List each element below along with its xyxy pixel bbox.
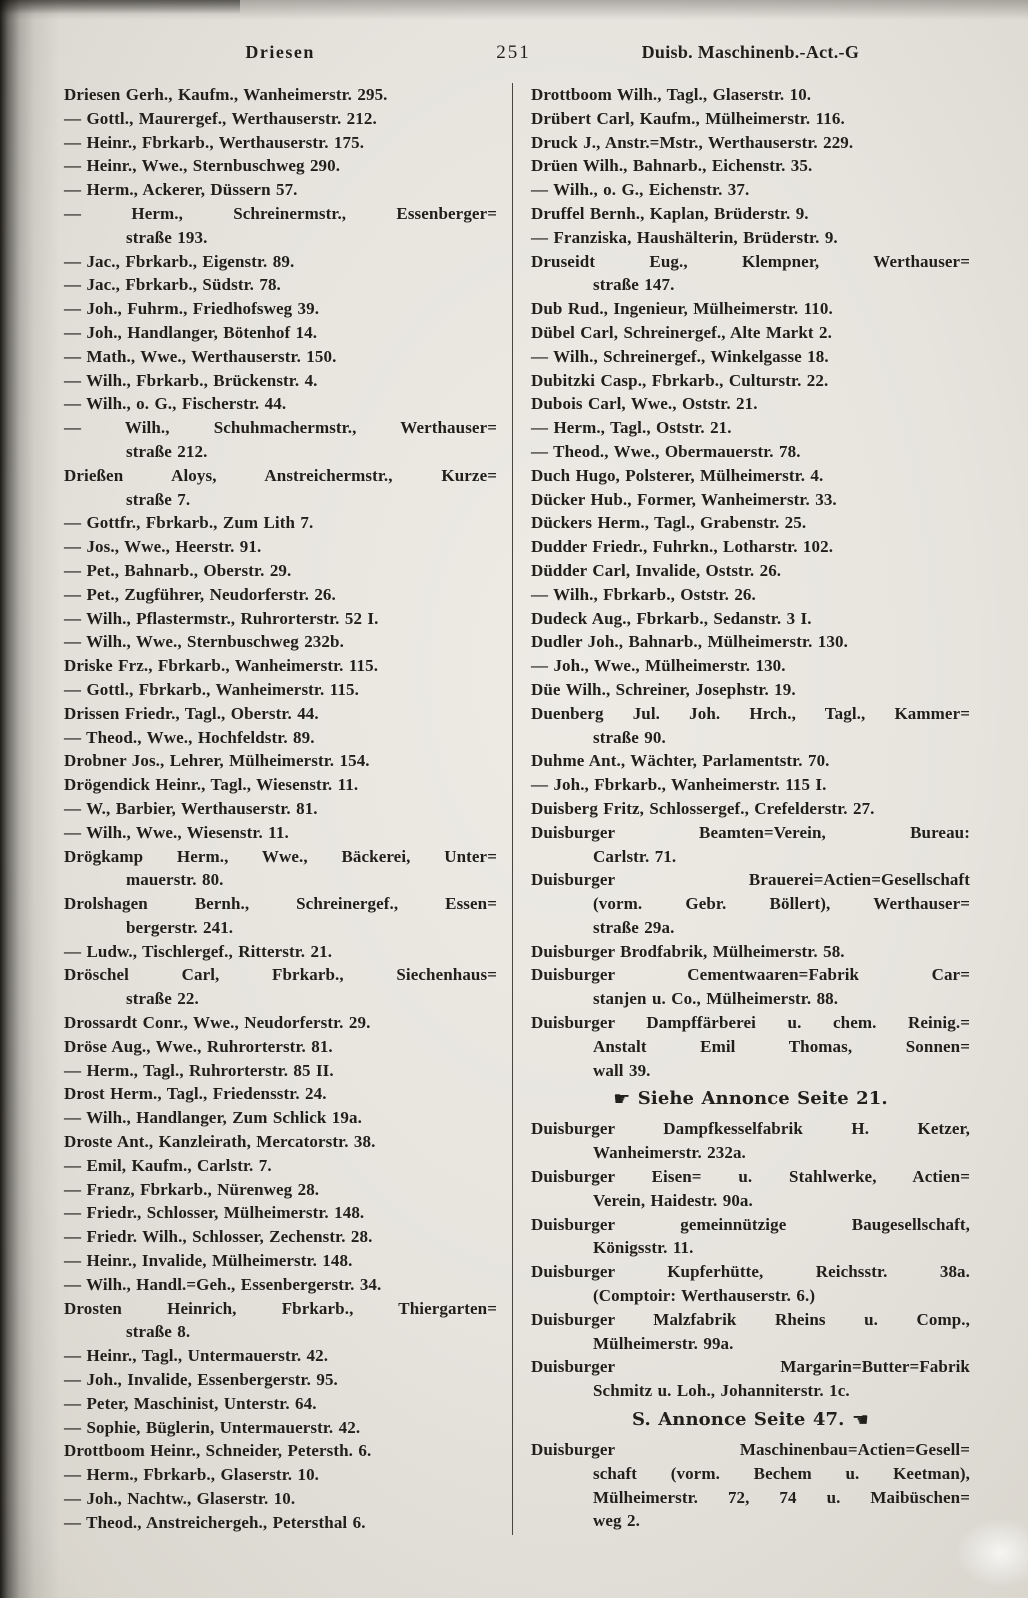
directory-entry	[64, 178, 497, 202]
entry-line: — Friedr., Schlosser, Mülheimerstr. 148.	[64, 1203, 365, 1223]
directory-entry	[64, 845, 497, 893]
directory-entry	[531, 511, 970, 535]
entry-line: Wanheimerstr. 232a.	[593, 1143, 746, 1163]
entry-line: — Franz, Fbrkarb., Nürenweg 28.	[64, 1179, 320, 1199]
directory-entry	[531, 868, 970, 939]
entry-line: Königsstr. 11.	[593, 1238, 694, 1258]
entry-line: Dückers Herm., Tagl., Grabenstr. 25.	[531, 513, 807, 533]
directory-entry	[64, 1249, 497, 1273]
entry-line: Mülheimerstr. 99a.	[593, 1333, 734, 1353]
entry-line: — Wilh., Handl.=Geh., Essenbergerstr. 34.	[64, 1274, 382, 1294]
directory-entry	[64, 1035, 497, 1059]
entry-line: straße 8.	[126, 1322, 191, 1342]
entry-line: Druck J., Anstr.=Mstr., Werthauserstr. 229.	[531, 132, 854, 152]
directory-entry	[531, 1260, 970, 1308]
directory-entry	[531, 1438, 970, 1533]
entry-line: — Jac., Fbrkarb., Eigenstr. 89.	[64, 251, 295, 271]
directory-entry	[64, 773, 497, 797]
entry-line: — Wilh., o. G., Fischerstr. 44.	[64, 394, 287, 414]
directory-entry	[64, 154, 497, 178]
directory-entry	[531, 488, 970, 512]
directory-entry	[64, 797, 497, 821]
entry-line: Drolshagen Bernh., Schreinergef., Essen=	[64, 894, 497, 914]
entry-line: bergerstr. 241.	[126, 917, 234, 937]
directory-entry	[531, 535, 970, 559]
directory-entry	[531, 1117, 970, 1165]
entry-line: Duisburger gemeinnützige Baugesellschaft,	[531, 1214, 970, 1234]
directory-entry	[64, 250, 497, 274]
entry-line: Drost Herm., Tagl., Friedensstr. 24.	[64, 1084, 327, 1104]
entry-line: — Heinr., Wwe., Sternbuschweg 290.	[64, 156, 341, 176]
directory-entry	[64, 821, 497, 845]
entry-line: — Theod., Wwe., Obermauerstr. 78.	[531, 441, 801, 461]
entry-line: — Jos., Wwe., Heerstr. 91.	[64, 537, 262, 557]
directory-entry	[64, 1463, 497, 1487]
entry-line: — Joh., Wwe., Mülheimerstr. 130.	[531, 656, 786, 676]
directory-entry	[531, 749, 970, 773]
directory-entry	[531, 797, 970, 821]
page-number: 251	[496, 42, 531, 63]
entry-line: stanjen u. Co., Mülheimerstr. 88.	[593, 989, 839, 1009]
entry-line: straße 22.	[126, 989, 199, 1009]
entry-line: — Herm., Tagl., Ruhrorterstr. 85 II.	[64, 1060, 334, 1080]
entry-line: — Joh., Invalide, Essenbergerstr. 95.	[64, 1370, 338, 1390]
directory-entry	[64, 1297, 497, 1345]
entry-line: — Wilh., Schuhmachermstr., Werthauser=	[64, 418, 497, 438]
directory-entry	[64, 131, 497, 155]
directory-entry	[531, 583, 970, 607]
directory-entry	[64, 321, 497, 345]
directory-entry	[531, 1213, 970, 1261]
entry-line: — Wilh., Pflastermstr., Ruhrorterstr. 52 I.	[64, 608, 379, 628]
entry-line: — W., Barbier, Werthauserstr. 81.	[64, 798, 318, 818]
entry-line: weg 2.	[593, 1511, 640, 1531]
entry-line: wall 39.	[593, 1060, 651, 1080]
entry-line: Drögendick Heinr., Tagl., Wiesenstr. 11.	[64, 775, 359, 795]
entry-line: straße 7.	[126, 489, 191, 509]
entry-line: — Herm., Tagl., Oststr. 21.	[531, 418, 732, 438]
entry-line: — Franziska, Haushälterin, Brüderstr. 9.	[531, 227, 838, 247]
entry-line: schaft (vorm. Bechem u. Keetman),	[593, 1463, 970, 1483]
directory-entry	[64, 1178, 497, 1202]
directory-entry	[64, 535, 497, 559]
directory-entry	[64, 1106, 497, 1130]
header-keyword-right: Duisb. Maschinenb.-Act.-G	[641, 42, 860, 62]
entry-line: Dubitzki Casp., Fbrkarb., Culturstr. 22.	[531, 370, 829, 390]
entry-line: — Joh., Nachtw., Glaserstr. 10.	[64, 1489, 296, 1509]
entry-line: — Herm., Ackerer, Düssern 57.	[64, 180, 298, 200]
entry-line: — Ludw., Tischlergef., Ritterstr. 21.	[64, 941, 333, 961]
entry-line: Duisburger Cementwaaren=Fabrik Car=	[531, 965, 970, 985]
directory-entry	[64, 83, 497, 107]
entry-line: Verein, Haidestr. 90a.	[593, 1190, 753, 1210]
directory-entry	[531, 392, 970, 416]
entry-line: Drüen Wilh., Bahnarb., Eichenstr. 35.	[531, 156, 813, 176]
entry-line: Duisburger Dampffärberei u. chem. Reinig.=	[531, 1013, 970, 1033]
entry-line: Drögkamp Herm., Wwe., Bäckerei, Unter=	[64, 846, 497, 866]
entry-line: — Joh., Fbrkarb., Wanheimerstr. 115 I.	[531, 775, 827, 795]
entry-line: Anstalt Emil Thomas, Sonnen=	[593, 1036, 970, 1056]
entry-line: straße 29a.	[593, 917, 675, 937]
directory-entry	[531, 821, 970, 869]
entry-line: — Math., Wwe., Werthauserstr. 150.	[64, 346, 337, 366]
entry-line: mauerstr. 80.	[126, 870, 224, 890]
directory-entry	[64, 464, 497, 512]
directory-entry	[64, 1225, 497, 1249]
entry-line: Druseidt Eug., Klempner, Werthauser=	[531, 251, 970, 271]
directory-entry	[64, 1201, 497, 1225]
directory-entry	[64, 345, 497, 369]
entry-line: — Joh., Fuhrm., Friedhofsweg 39.	[64, 299, 320, 319]
entry-line: Dudeck Aug., Fbrkarb., Sedanstr. 3 I.	[531, 608, 812, 628]
directory-entry	[64, 654, 497, 678]
directory-entry	[64, 369, 497, 393]
entry-line: Düdder Carl, Invalide, Oststr. 26.	[531, 560, 782, 580]
entry-line: Mülheimerstr. 72, 74 u. Maibüschen=	[593, 1487, 970, 1507]
directory-entry	[531, 107, 970, 131]
entry-line: Duisburger Maschinenbau=Actien=Gesell=	[531, 1440, 970, 1460]
directory-entry	[531, 678, 970, 702]
entry-line: — Friedr. Wilh., Schlosser, Zechenstr. 28.	[64, 1227, 373, 1247]
entry-line: — Heinr., Invalide, Mülheimerstr. 148.	[64, 1251, 353, 1271]
entry-line: Dub Rud., Ingenieur, Mülheimerstr. 110.	[531, 299, 833, 319]
entry-line: Duisburger Kupferhütte, Reichsstr. 38a.	[531, 1262, 970, 1282]
entry-line: straße 90.	[593, 727, 666, 747]
directory-entry	[64, 630, 497, 654]
directory-entry	[64, 1154, 497, 1178]
entry-line: Drübert Carl, Kaufm., Mülheimerstr. 116.	[531, 108, 845, 128]
entry-line: — Joh., Handlanger, Bötenhof 14.	[64, 322, 318, 342]
entry-line: Duisburger Margarin=Butter=Fabrik	[531, 1357, 970, 1377]
entry-line: Drissen Friedr., Tagl., Oberstr. 44.	[64, 703, 319, 723]
directory-entry	[64, 511, 497, 535]
entry-line: straße 212.	[126, 441, 208, 461]
directory-entry	[64, 1273, 497, 1297]
directory-entry	[531, 131, 970, 155]
directory-entry	[64, 1059, 497, 1083]
directory-entry	[531, 940, 970, 964]
directory-entry	[64, 963, 497, 1011]
manicule-left-icon: ☚	[851, 1409, 869, 1432]
directory-entry	[64, 607, 497, 631]
directory-entry	[531, 202, 970, 226]
directory-entry	[64, 678, 497, 702]
entry-line: (vorm. Gebr. Böllert), Werthauser=	[593, 894, 970, 914]
right-column	[512, 83, 970, 1535]
entry-line: Druffel Bernh., Kaplan, Brüderstr. 9.	[531, 203, 809, 223]
directory-entry	[64, 273, 497, 297]
entry-line: — Wilh., Fbrkarb., Brückenstr. 4.	[64, 370, 318, 390]
entry-line: Dröschel Carl, Fbrkarb., Siechenhaus=	[64, 965, 497, 985]
entry-line: Duisburger Brauerei=Actien=Gesellschaft	[531, 870, 970, 890]
entry-line: Dubois Carl, Wwe., Oststr. 21.	[531, 394, 758, 414]
directory-entry	[531, 607, 970, 631]
directory-entry	[531, 559, 970, 583]
directory-entry	[531, 297, 970, 321]
directory-entry	[64, 559, 497, 583]
entry-line: Duisburger Dampfkesselfabrik H. Ketzer,	[531, 1119, 970, 1139]
entry-line: Düe Wilh., Schreiner, Josephstr. 19.	[531, 679, 796, 699]
directory-entry	[531, 178, 970, 202]
entry-line: — Herm., Fbrkarb., Glaserstr. 10.	[64, 1465, 320, 1485]
directory-entry	[64, 1511, 497, 1535]
directory-entry	[531, 154, 970, 178]
directory-entry	[531, 1011, 970, 1082]
entry-line: — Wilh., Wwe., Sternbuschweg 232b.	[64, 632, 344, 652]
entry-line: Drobner Jos., Lehrer, Mülheimerstr. 154.	[64, 751, 370, 771]
entry-line: — Wilh., Fbrkarb., Oststr. 26.	[531, 584, 756, 604]
directory-entry	[531, 1355, 970, 1403]
directory-entry	[531, 963, 970, 1011]
directory-entry	[531, 83, 970, 107]
entry-line: Dübel Carl, Schreinergef., Alte Markt 2.	[531, 322, 832, 342]
entry-line: Duisburger Brodfabrik, Mülheimerstr. 58.	[531, 941, 845, 961]
entry-line: — Heinr., Fbrkarb., Werthauserstr. 175.	[64, 132, 365, 152]
entry-line: Carlstr. 71.	[593, 846, 677, 866]
directory-entry	[531, 630, 970, 654]
entry-line: — Wilh., Handlanger, Zum Schlick 19a.	[64, 1108, 362, 1128]
entry-line: Drossardt Conr., Wwe., Neudorferstr. 29.	[64, 1013, 371, 1033]
entry-line: Schmitz u. Loh., Johanniterstr. 1c.	[593, 1381, 850, 1401]
entry-line: — Wilh., Wwe., Wiesenstr. 11.	[64, 822, 289, 842]
entry-line: — Sophie, Büglerin, Untermauerstr. 42.	[64, 1417, 361, 1437]
directory-entry	[531, 345, 970, 369]
directory-entry	[64, 1392, 497, 1416]
entry-line: Duisberg Fritz, Schlossergef., Crefelderstr. 27.	[531, 798, 875, 818]
entry-line: — Gottl., Maurergef., Werthauserstr. 212.	[64, 108, 377, 128]
entry-line: Duenberg Jul. Joh. Hrch., Tagl., Kammer=	[531, 703, 970, 723]
entry-line: — Pet., Bahnarb., Oberstr. 29.	[64, 560, 292, 580]
entry-line: Duhme Ant., Wächter, Parlamentstr. 70.	[531, 751, 830, 771]
directory-entry	[531, 250, 970, 298]
directory-entry	[64, 1416, 497, 1440]
entry-line: S. Annonce Seite 47. ☚	[632, 1409, 869, 1432]
entry-line: Drießen Aloys, Anstreichermstr., Kurze=	[64, 465, 497, 485]
entry-line: Duisburger Beamten=Verein, Bureau:	[531, 822, 970, 842]
entry-line: Dudder Friedr., Fuhrkn., Lotharstr. 102.	[531, 537, 834, 557]
directory-entry	[531, 1308, 970, 1356]
directory-entry	[64, 702, 497, 726]
annonce-note	[531, 1408, 970, 1432]
entry-line: (Comptoir: Werthauserstr. 6.)	[593, 1286, 816, 1306]
directory-entry	[531, 1165, 970, 1213]
directory-entry	[531, 654, 970, 678]
directory-entry	[64, 1011, 497, 1035]
entry-line: Dücker Hub., Former, Wanheimerstr. 33.	[531, 489, 837, 509]
entry-line: — Gottl., Fbrkarb., Wanheimerstr. 115.	[64, 679, 359, 699]
entry-line: — Pet., Zugführer, Neudorferstr. 26.	[64, 584, 336, 604]
directory-entry	[64, 297, 497, 321]
directory-entry	[64, 1344, 497, 1368]
directory-entry	[64, 1130, 497, 1154]
entry-line: straße 147.	[593, 275, 675, 295]
entry-line: Duisburger Eisen= u. Stahlwerke, Actien=	[531, 1167, 970, 1187]
directory-entry	[64, 726, 497, 750]
header-keyword-left: Driesen	[245, 42, 315, 62]
directory-entry	[64, 583, 497, 607]
entry-line: Drottboom Wilh., Tagl., Glaserstr. 10.	[531, 85, 812, 104]
entry-line: — Theod., Wwe., Hochfeldstr. 89.	[64, 727, 315, 747]
directory-entry	[64, 892, 497, 940]
entry-line: — Wilh., Schreinergef., Winkelgasse 18.	[531, 346, 829, 366]
directory-columns	[64, 83, 970, 1535]
directory-entry	[531, 464, 970, 488]
directory-entry	[64, 1368, 497, 1392]
directory-entry	[531, 773, 970, 797]
entry-line: Driesen Gerh., Kaufm., Wanheimerstr. 295.	[64, 85, 388, 104]
entry-line: Drosten Heinrich, Fbrkarb., Thiergarten=	[64, 1298, 497, 1318]
directory-entry	[531, 226, 970, 250]
entry-line: Duch Hugo, Polsterer, Mülheimerstr. 4.	[531, 465, 824, 485]
entry-line: Dudler Joh., Bahnarb., Mülheimerstr. 130.	[531, 632, 848, 652]
entry-line: — Theod., Anstreichergeh., Petersthal 6.	[64, 1512, 366, 1532]
entry-line: — Peter, Maschinist, Unterstr. 64.	[64, 1393, 317, 1413]
entry-line: — Wilh., o. G., Eichenstr. 37.	[531, 180, 750, 200]
entry-line: ☛ Siehe Annonce Seite 21.	[613, 1088, 888, 1111]
directory-entry	[531, 321, 970, 345]
entry-line: — Heinr., Tagl., Untermauerstr. 42.	[64, 1346, 329, 1366]
directory-entry	[64, 749, 497, 773]
entry-line: — Gottfr., Fbrkarb., Zum Lith 7.	[64, 513, 314, 533]
directory-entry	[64, 1082, 497, 1106]
directory-entry	[64, 416, 497, 464]
entry-line: — Jac., Fbrkarb., Südstr. 78.	[64, 275, 281, 295]
entry-line: Dröse Aug., Wwe., Ruhrorterstr. 81.	[64, 1036, 333, 1056]
left-column	[64, 83, 497, 1535]
running-head	[64, 40, 970, 65]
directory-entry	[64, 1439, 497, 1463]
directory-entry	[64, 107, 497, 131]
directory-entry	[64, 940, 497, 964]
directory-entry	[531, 369, 970, 393]
annonce-note	[531, 1087, 970, 1111]
entry-line: Droste Ant., Kanzleirath, Mercatorstr. 38.	[64, 1132, 376, 1152]
entry-line: straße 193.	[126, 227, 208, 247]
entry-line: — Herm., Schreinermstr., Essenberger=	[64, 203, 497, 223]
directory-entry	[531, 416, 970, 440]
entry-line: Duisburger Malzfabrik Rheins u. Comp.,	[531, 1309, 970, 1329]
entry-line: — Emil, Kaufm., Carlstr. 7.	[64, 1155, 272, 1175]
entry-line: Drottboom Heinr., Schneider, Petersth. 6.	[64, 1441, 372, 1461]
entry-line: Driske Frz., Fbrkarb., Wanheimerstr. 115.	[64, 656, 379, 676]
directory-entry	[531, 440, 970, 464]
directory-entry	[64, 1487, 497, 1511]
directory-entry	[64, 202, 497, 250]
directory-entry	[64, 392, 497, 416]
directory-entry	[531, 702, 970, 750]
manicule-right-icon: ☛	[613, 1088, 631, 1111]
